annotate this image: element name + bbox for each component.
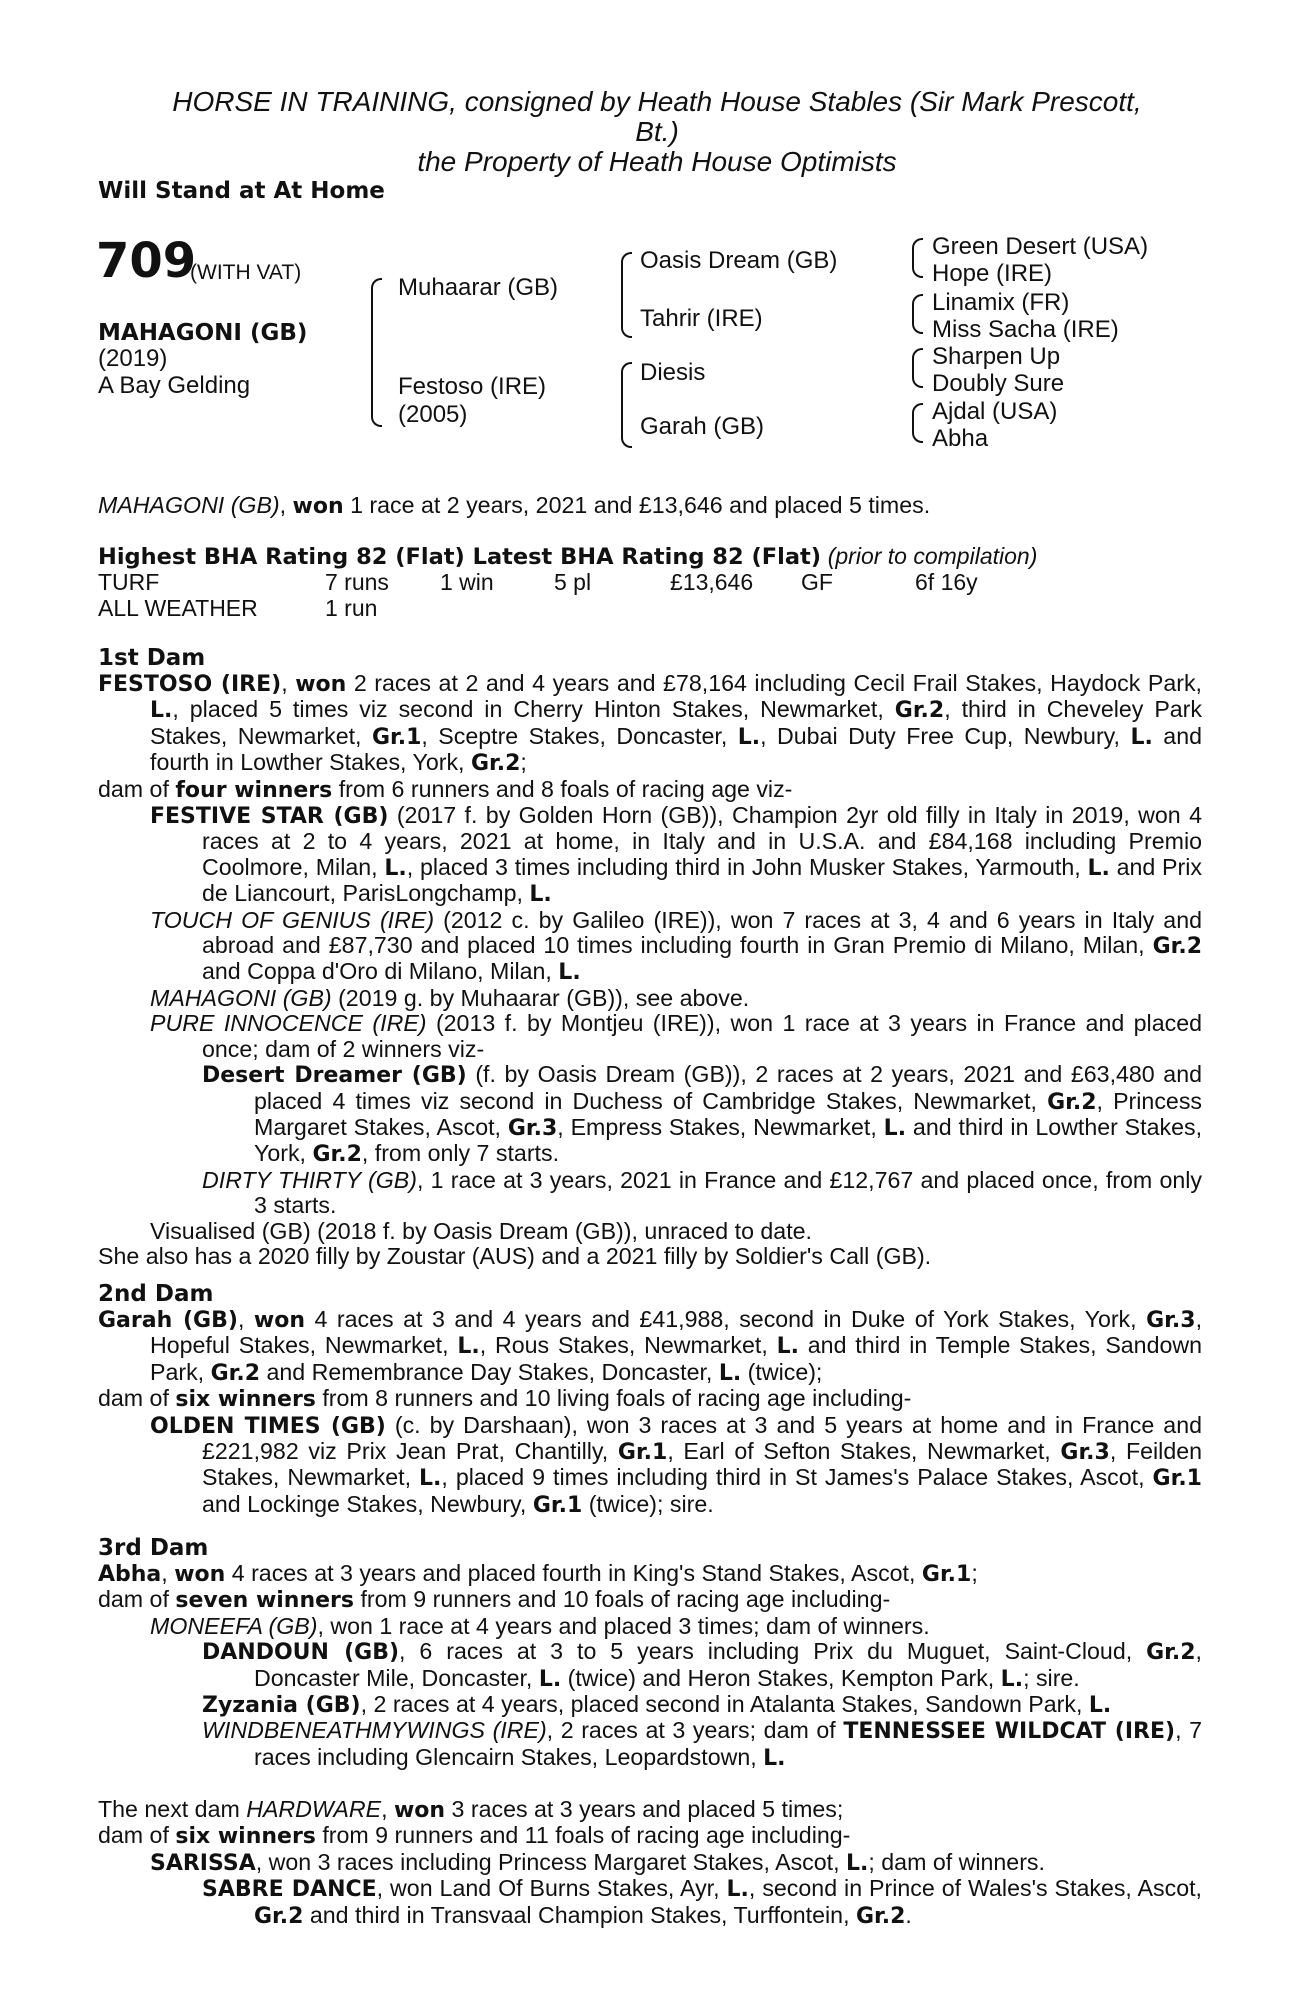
header-line-3: the Property of Heath House Optimists (417, 146, 897, 177)
brace-3b (912, 294, 923, 334)
turf-label: TURF (98, 569, 160, 595)
pure-innocence-entry: PURE INNOCENCE (IRE) (2013 f. by Montjeu (IRE)), won 1 race at 3 years in France and placed once; dam of 2 winners viz- (150, 1010, 1202, 1062)
windbeneath-entry: WINDBENEATHMYWINGS (IRE), 2 races at 3 years; dam of TENNESSEE WILDCAT (IRE), 7 races including Glencairn Stakes, Leopardstown, L. (202, 1717, 1202, 1771)
horse-description: A Bay Gelding (98, 372, 251, 399)
dam-sire: Diesis (640, 359, 706, 386)
header-line-2: Bt.) (635, 116, 679, 147)
vat-label: (WITH VAT) (190, 261, 302, 284)
first-dam-intro: FESTOSO (IRE), won 2 races at 2 and 4 years and £78,164 including Cecil Frail Stakes, Haydock Park, L., placed 5 times viz second in Cherry Hinton Stakes, Newmarket, Gr.2, third in Cheveley Park Stakes, Newmarket, Gr.1, Sceptre Stakes, Doncaster, L., Dubai Duty Free Cup, Newbury, L. and fourth in Lowther Stakes, York, Gr.2; (98, 670, 1202, 777)
sire-dam: Tahrir (IRE) (640, 305, 763, 332)
gg-5: Sharpen Up (932, 343, 1061, 370)
second-dam-intro: Garah (GB), won 4 races at 3 and 4 years and £41,988, second in Duke of York Stakes, York, Gr.3, Hopeful Stakes, Newmarket, L., Rous Stakes, Newmarket, L. and third in Temple Stakes, Sandown Park, Gr.2 and Remembrance Day Stakes, Doncaster, L. (twice); (98, 1306, 1203, 1386)
summary-horse: MAHAGONI (GB) (98, 492, 280, 518)
turf-runs: 7 runs (325, 569, 389, 595)
gg-4: Miss Sacha (IRE) (932, 316, 1119, 343)
lot-number: 709 (96, 233, 197, 289)
touch-of-genius-entry: TOUCH OF GENIUS (IRE) (2012 c. by Galileo (IRE)), won 7 races at 3, 4 and 6 years in Italy and abroad and £87,730 and placed 10 times including fourth in Gran Premio di Milano, Milan, Gr.2 and Coppa d'Oro di Milano, Milan, L. (150, 906, 1202, 986)
turf-distance: 6f 16y (915, 569, 978, 595)
dam-dam: Garah (GB) (640, 413, 765, 440)
gg-8: Abha (932, 425, 989, 452)
dam-brace (621, 362, 632, 448)
third-dam-intro: Abha, won 4 races at 3 years and placed fourth in King's Stand Stakes, Ascot, Gr.1; (98, 1560, 978, 1587)
summary-line: MAHAGONI (GB), won 1 race at 2 years, 2021 and £13,646 and placed 5 times. (98, 492, 931, 519)
third-dam-heading: 3rd Dam (98, 1535, 209, 1561)
zyzania-entry: Zyzania (GB), 2 races at 4 years, placed second in Atalanta Stakes, Sandown Park, L. (202, 1691, 1112, 1719)
first-dam-damof: dam of four winners from 6 runners and 8 foals of racing age viz- (98, 775, 793, 803)
olden-times-entry: OLDEN TIMES (GB) (c. by Darshaan), won 3 races at 3 and 5 years at home and in France and £221,982 viz Prix Jean Prat, Chantilly, Gr.1, Earl of Sefton Stakes, Newmarket, Gr.3, Feilden Stakes, Newmarket, L., placed 9 times including third in St James's Palace Stakes, Ascot, Gr.1 and Lockinge Stakes, Newbury, Gr.1 (twice); sire. (150, 1411, 1203, 1518)
gg-6: Doubly Sure (932, 370, 1065, 397)
brace-3d (912, 403, 923, 443)
second-dam-section (98, 1307, 1202, 1518)
sire: Muhaarar (GB) (398, 274, 559, 301)
first-dam-section (98, 671, 1202, 1269)
dam-year: (2005) (398, 401, 468, 428)
horse-name: MAHAGONI (GB) (98, 320, 308, 346)
aw-label: ALL WEATHER (98, 595, 258, 621)
third-dam-section (98, 1561, 1202, 1771)
desert-dreamer-entry: Desert Dreamer (GB) (f. by Oasis Dream (GB)), 2 races at 2 years, 2021 and £63,480 and placed 4 times viz second in Duchess of Cambridge Stakes, Newmarket, Gr.2, Princess Margaret Stakes, Ascot, Gr.3, Empress Stakes, Newmarket, L. and third in Lowther Stakes, York, Gr.2, from only 7 starts. (202, 1061, 1203, 1168)
sire-sire: Oasis Dream (GB) (640, 247, 838, 274)
gg-1: Green Desert (USA) (932, 233, 1149, 260)
mahagoni-entry: MAHAGONI (GB) (2019 g. by Muhaarar (GB)), see above. (150, 984, 750, 1011)
turf-wins: 1 win (440, 569, 494, 595)
dirty-thirty-entry: DIRTY THIRTY (GB), 1 race at 3 years, 2021 in France and £12,767 and placed once, from only 3 starts. (202, 1166, 1202, 1219)
next-dam-intro: The next dam HARDWARE, won 3 races at 3 years and placed 5 times; (98, 1796, 844, 1823)
sarissa-entry: SARISSA, won 3 races including Princess Margaret Stakes, Ascot, L.; dam of winners. (150, 1848, 1045, 1876)
third-dam-damof: dam of seven winners from 9 runners and 10 foals of racing age including- (98, 1586, 891, 1614)
next-dam-damof: dam of six winners from 9 runners and 11 foals of racing age including- (98, 1822, 851, 1850)
also-line: She also has a 2020 filly by Zoustar (AUS) and a 2021 filly by Soldier's Call (GB). (98, 1242, 932, 1269)
horse-year: (2019) (98, 345, 168, 372)
brace-3a (912, 238, 923, 278)
festive-star-entry: FESTIVE STAR (GB) (2017 f. by Golden Horn (GB)), Champion 2yr old filly in Italy in 2019, won 4 races at 2 to 4 years, 2021 at home, in Italy and in U.S.A. and £84,168 including Premio Coolmore, Milan, L., placed 3 times including third in John Musker Stakes, Yarmouth, L. and Prix de Liancourt, ParisLongchamp, L. (150, 802, 1202, 908)
turf-placed: 5 pl (554, 569, 592, 595)
sabre-dance-entry: SABRE DANCE, won Land Of Burns Stakes, Ayr, L., second in Prince of Wales's Stakes, Ascot, Gr.2 and third in Transvaal Champion Stakes, Turffontein, Gr.2. (202, 1875, 1202, 1929)
stand-line: Will Stand at At Home (98, 178, 385, 204)
pedigree-brace (371, 278, 382, 427)
moneefa-entry: MONEEFA (GB), won 1 race at 4 years and placed 3 times; dam of winners. (150, 1612, 930, 1639)
first-dam-heading: 1st Dam (98, 645, 206, 671)
brace-3c (912, 348, 923, 388)
visualised-entry: Visualised (GB) (2018 f. by Oasis Dream (GB)), unraced to date. (150, 1217, 812, 1244)
header-line-1: HORSE IN TRAINING, consigned by Heath House Stables (Sir Mark Prescott, (172, 86, 1142, 117)
second-dam-damof: dam of six winners from 8 runners and 10 living foals of racing age including- (98, 1385, 912, 1413)
sire-brace (621, 252, 632, 338)
gg-2: Hope (IRE) (932, 260, 1053, 287)
rating-heading: Highest BHA Rating 82 (Flat) Latest BHA Rating 82 (Flat) (prior to compilation) (98, 543, 1038, 570)
next-dam-section (98, 1797, 1202, 1929)
turf-money: £13,646 (670, 569, 754, 595)
gg-7: Ajdal (USA) (932, 398, 1058, 425)
turf-going: GF (801, 569, 833, 595)
dam: Festoso (IRE) (398, 373, 547, 400)
dandoun-entry: DANDOUN (GB), 6 races at 3 to 5 years including Prix du Muguet, Saint-Cloud, Gr.2, Doncaster Mile, Doncaster, L. (twice) and Heron Stakes, Kempton Park, L.; sire. (202, 1638, 1202, 1692)
aw-runs: 1 run (325, 595, 378, 621)
gg-3: Linamix (FR) (932, 289, 1070, 316)
second-dam-heading: 2nd Dam (98, 1281, 214, 1307)
